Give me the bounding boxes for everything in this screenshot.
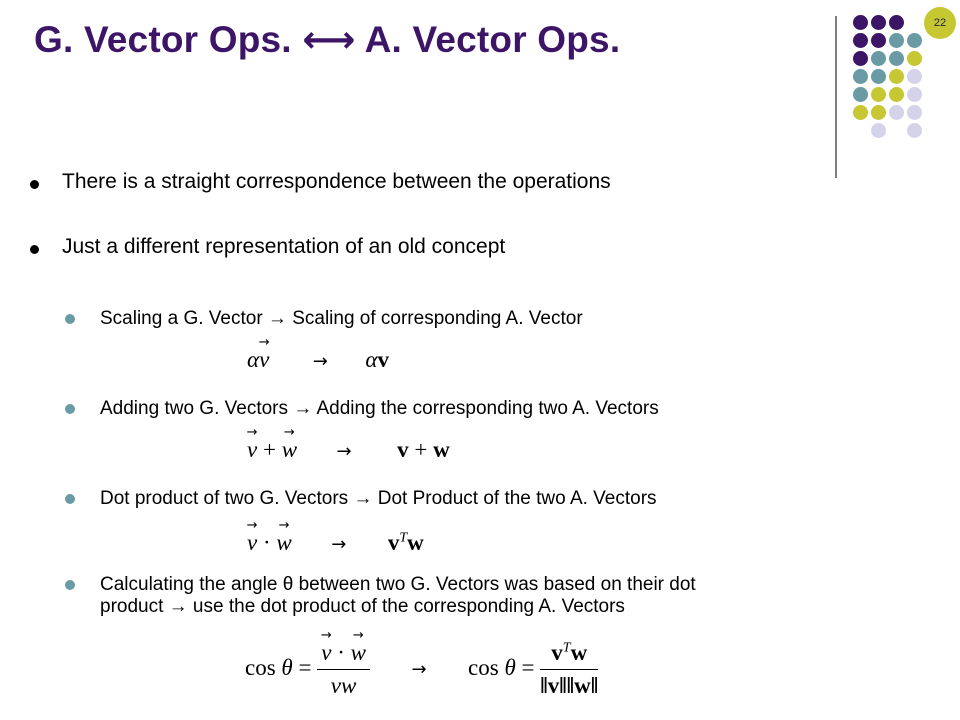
slide-number-badge: 22 — [924, 7, 956, 39]
sub-bullet-scaling: Scaling a G. Vector → Scaling of corresponding A. Vector — [100, 308, 583, 329]
decor-dot — [871, 15, 886, 30]
slide-title: G. Vector Ops. ⟷ A. Vector Ops. — [34, 19, 621, 60]
decor-dot — [871, 105, 886, 120]
bullet-representation: Just a different representation of an old concept — [62, 235, 506, 258]
sub-bullet-dot-product: Dot product of two G. Vectors → Dot Product of the two A. Vectors — [100, 488, 657, 509]
decor-dot — [853, 51, 868, 66]
decor-dot — [907, 33, 922, 48]
fraction-geometric: → $\frac{v \cdot \to w}{vw}$ — [317, 640, 370, 699]
bullet-marker — [30, 245, 39, 254]
decor-dot — [871, 87, 886, 102]
decor-dot — [853, 15, 868, 30]
sub-bullet-angle-line1: Calculating the angle θ between two G. Vectors was based on their dot — [100, 574, 696, 595]
equation-dot-product: → v · → $w \to v^Tw$ — [247, 530, 424, 556]
decor-dot — [907, 105, 922, 120]
decor-dot — [889, 105, 904, 120]
bullet-marker — [30, 180, 39, 189]
sub-bullet-angle — [100, 574, 696, 618]
decor-vertical-line — [835, 16, 837, 178]
decor-dot — [907, 123, 922, 138]
decor-dot — [853, 87, 868, 102]
decor-dot — [889, 87, 904, 102]
decor-dot — [889, 33, 904, 48]
sub-bullet-angle-line2: product → use the dot product of the corresponding A. Vectors — [100, 596, 625, 617]
decor-dot — [889, 51, 904, 66]
decor-dot — [871, 33, 886, 48]
equation-scaling: α→ v → αv — [247, 347, 389, 373]
decor-dot — [871, 69, 886, 84]
bullet-correspondence: There is a straight correspondence between the operations — [62, 170, 611, 193]
decor-dot — [907, 69, 922, 84]
equation-adding: → v + → w → v + w — [247, 437, 450, 463]
equation-angle: cos θ = → $\frac{v \cdot \to w}{vw}$ → cos θ = $\frac{v^Tw}{‖v‖‖w‖}$ — [245, 640, 598, 699]
decor-dot — [853, 33, 868, 48]
decor-dot — [853, 69, 868, 84]
decor-dot — [871, 51, 886, 66]
decor-dot — [853, 105, 868, 120]
decor-dot — [871, 123, 886, 138]
sub-bullet-marker — [65, 404, 75, 414]
decor-dot — [907, 87, 922, 102]
decor-dot — [889, 69, 904, 84]
sub-bullet-adding: Adding two G. Vectors → Adding the corresponding two A. Vectors — [100, 398, 659, 419]
sub-bullet-marker — [65, 314, 75, 324]
decor-dot — [889, 15, 904, 30]
decor-dot — [907, 51, 922, 66]
sub-bullet-marker — [65, 494, 75, 504]
sub-bullet-marker — [65, 580, 75, 590]
fraction-algebraic: $\frac{v^Tw}{‖v‖‖w‖}$ — [540, 640, 599, 698]
